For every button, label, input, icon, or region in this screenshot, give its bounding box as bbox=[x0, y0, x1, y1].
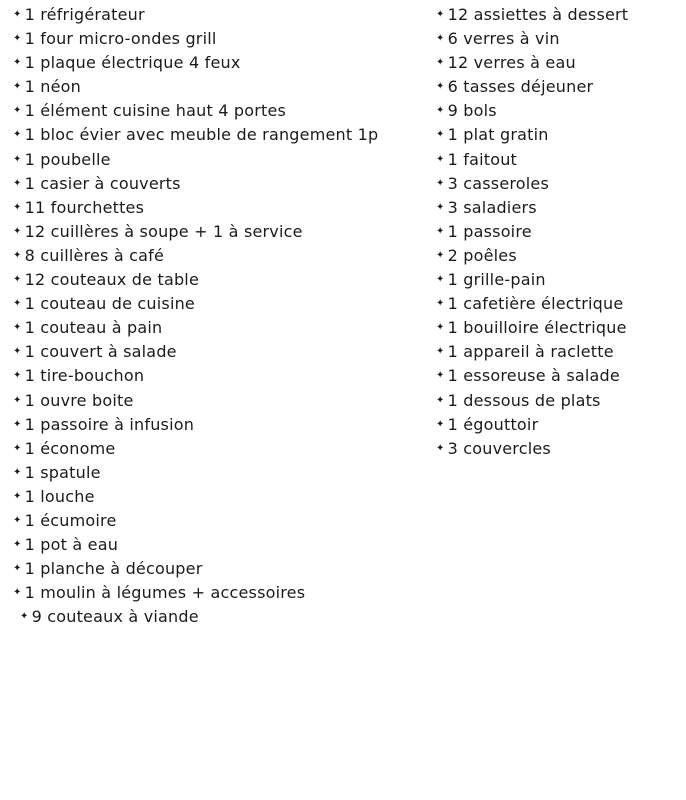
diamond-bullet-icon: ✦ bbox=[13, 249, 22, 261]
diamond-bullet-icon: ✦ bbox=[13, 225, 22, 237]
diamond-bullet-icon: ✦ bbox=[436, 346, 445, 358]
item-label: 12 couteaux de table bbox=[24, 270, 199, 290]
item-label: 6 tasses déjeuner bbox=[447, 77, 594, 97]
list-item bbox=[436, 389, 628, 413]
item-label: 1 réfrigérateur bbox=[24, 5, 145, 24]
diamond-bullet-icon: ✦ bbox=[13, 418, 22, 430]
list-item bbox=[436, 51, 628, 75]
list-item bbox=[13, 316, 378, 340]
item-label: 3 couvercles bbox=[447, 438, 551, 458]
list-item bbox=[13, 292, 378, 316]
diamond-bullet-icon: ✦ bbox=[13, 442, 22, 454]
diamond-bullet-icon: ✦ bbox=[13, 177, 22, 189]
list-item bbox=[13, 413, 378, 437]
diamond-bullet-icon: ✦ bbox=[436, 57, 445, 69]
list-item bbox=[436, 123, 628, 147]
diamond-bullet-icon: ✦ bbox=[13, 394, 22, 406]
list-item bbox=[13, 340, 378, 364]
list-item bbox=[436, 413, 628, 437]
diamond-bullet-icon: ✦ bbox=[13, 514, 22, 526]
diamond-bullet-icon: ✦ bbox=[13, 466, 22, 478]
diamond-bullet-icon: ✦ bbox=[13, 153, 22, 165]
list-item bbox=[436, 316, 628, 340]
list-item bbox=[436, 292, 628, 316]
diamond-bullet-icon: ✦ bbox=[13, 298, 22, 310]
diamond-bullet-icon: ✦ bbox=[436, 442, 445, 454]
item-label: 8 cuillères à café bbox=[24, 245, 165, 265]
list-item bbox=[13, 220, 378, 244]
item-label: 1 spatule bbox=[24, 462, 101, 482]
item-label: 9 couteaux à viande bbox=[31, 607, 199, 627]
diamond-bullet-icon: ✦ bbox=[436, 274, 445, 286]
diamond-bullet-icon: ✦ bbox=[436, 225, 445, 237]
diamond-bullet-icon: ✦ bbox=[436, 9, 445, 20]
diamond-bullet-icon: ✦ bbox=[13, 370, 22, 382]
item-label: 1 louche bbox=[24, 486, 95, 506]
list-item bbox=[13, 605, 378, 629]
list-item bbox=[13, 3, 378, 27]
diamond-bullet-icon: ✦ bbox=[436, 129, 445, 141]
item-label: 11 fourchettes bbox=[24, 197, 145, 217]
diamond-bullet-icon: ✦ bbox=[13, 33, 22, 45]
item-label: 1 néon bbox=[24, 77, 81, 97]
item-label: 1 égouttoir bbox=[447, 414, 539, 434]
item-label: 1 couvert à salade bbox=[24, 342, 177, 362]
diamond-bullet-icon: ✦ bbox=[13, 539, 22, 551]
item-label: 1 couteau de cuisine bbox=[24, 294, 195, 314]
item-label: 1 four micro-ondes grill bbox=[24, 29, 217, 49]
diamond-bullet-icon: ✦ bbox=[436, 370, 445, 382]
item-label: 1 faitout bbox=[447, 149, 518, 169]
diamond-bullet-icon: ✦ bbox=[20, 611, 29, 623]
diamond-bullet-icon: ✦ bbox=[436, 322, 445, 334]
list-item bbox=[13, 244, 378, 268]
list-item bbox=[436, 75, 628, 99]
item-label: 1 moulin à légumes + accessoires bbox=[24, 583, 306, 603]
list-item bbox=[13, 364, 378, 388]
item-label: 1 pot à eau bbox=[24, 535, 119, 555]
item-label: 1 ouvre boite bbox=[24, 390, 134, 410]
list-item bbox=[13, 196, 378, 220]
list-item bbox=[436, 364, 628, 388]
diamond-bullet-icon: ✦ bbox=[436, 105, 445, 117]
list-item bbox=[13, 51, 378, 75]
item-label: 1 casier à couverts bbox=[24, 173, 181, 193]
item-label: 6 verres à vin bbox=[447, 29, 560, 49]
diamond-bullet-icon: ✦ bbox=[436, 81, 445, 93]
diamond-bullet-icon: ✦ bbox=[13, 587, 22, 599]
diamond-bullet-icon: ✦ bbox=[13, 57, 22, 69]
item-label: 12 assiettes à dessert bbox=[447, 5, 629, 24]
list-item bbox=[436, 148, 628, 172]
item-label: 3 casseroles bbox=[447, 173, 550, 193]
diamond-bullet-icon: ✦ bbox=[13, 81, 22, 93]
item-label: 1 couteau à pain bbox=[24, 318, 163, 338]
diamond-bullet-icon: ✦ bbox=[13, 129, 22, 141]
item-label: 9 bols bbox=[447, 101, 497, 121]
item-label: 1 planche à découper bbox=[24, 559, 203, 579]
item-label: 1 bloc évier avec meuble de rangement 1p bbox=[24, 125, 379, 145]
list-item bbox=[13, 389, 378, 413]
list-item bbox=[436, 268, 628, 292]
list-item bbox=[13, 437, 378, 461]
diamond-bullet-icon: ✦ bbox=[13, 274, 22, 286]
list-item bbox=[436, 3, 628, 27]
list-item bbox=[436, 27, 628, 51]
list-item bbox=[13, 172, 378, 196]
item-label: 1 dessous de plats bbox=[447, 390, 601, 410]
list-item bbox=[436, 340, 628, 364]
diamond-bullet-icon: ✦ bbox=[436, 394, 445, 406]
diamond-bullet-icon: ✦ bbox=[13, 346, 22, 358]
item-label: 1 passoire bbox=[447, 221, 532, 241]
list-item bbox=[13, 27, 378, 51]
diamond-bullet-icon: ✦ bbox=[13, 490, 22, 502]
list-item bbox=[436, 437, 628, 461]
diamond-bullet-icon: ✦ bbox=[436, 418, 445, 430]
diamond-bullet-icon: ✦ bbox=[13, 563, 22, 575]
diamond-bullet-icon: ✦ bbox=[436, 249, 445, 261]
list-item bbox=[13, 75, 378, 99]
item-label: 1 appareil à raclette bbox=[447, 342, 614, 362]
list-item bbox=[436, 99, 628, 123]
diamond-bullet-icon: ✦ bbox=[436, 201, 445, 213]
item-label: 1 élément cuisine haut 4 portes bbox=[24, 101, 287, 121]
diamond-bullet-icon: ✦ bbox=[436, 298, 445, 310]
list-item bbox=[13, 461, 378, 485]
diamond-bullet-icon: ✦ bbox=[436, 177, 445, 189]
diamond-bullet-icon: ✦ bbox=[13, 105, 22, 117]
diamond-bullet-icon: ✦ bbox=[436, 153, 445, 165]
item-label: 1 tire-bouchon bbox=[24, 366, 145, 386]
list-item bbox=[13, 509, 378, 533]
item-label: 2 poêles bbox=[447, 245, 517, 265]
item-label: 1 économe bbox=[24, 438, 116, 458]
diamond-bullet-icon: ✦ bbox=[436, 33, 445, 45]
inventory-column-left bbox=[13, 3, 378, 629]
item-label: 1 grille-pain bbox=[447, 270, 546, 290]
item-label: 12 verres à eau bbox=[447, 53, 576, 73]
list-item bbox=[436, 244, 628, 268]
list-item bbox=[13, 557, 378, 581]
item-label: 1 écumoire bbox=[24, 510, 117, 530]
list-item bbox=[13, 148, 378, 172]
list-item bbox=[13, 99, 378, 123]
item-label: 1 essoreuse à salade bbox=[447, 366, 620, 386]
list-item bbox=[13, 533, 378, 557]
item-label: 3 saladiers bbox=[447, 197, 537, 217]
list-item bbox=[436, 196, 628, 220]
diamond-bullet-icon: ✦ bbox=[13, 9, 22, 20]
item-label: 12 cuillères à soupe + 1 à service bbox=[24, 221, 303, 241]
list-item bbox=[13, 485, 378, 509]
diamond-bullet-icon: ✦ bbox=[13, 322, 22, 334]
item-label: 1 poubelle bbox=[24, 149, 111, 169]
item-label: 1 bouilloire électrique bbox=[447, 318, 627, 338]
inventory-column-right bbox=[436, 3, 628, 461]
diamond-bullet-icon: ✦ bbox=[13, 201, 22, 213]
list-item bbox=[13, 123, 378, 147]
item-label: 1 cafetière électrique bbox=[447, 294, 624, 314]
list-item bbox=[13, 581, 378, 605]
list-item bbox=[13, 268, 378, 292]
item-label: 1 passoire à infusion bbox=[24, 414, 195, 434]
item-label: 1 plaque électrique 4 feux bbox=[24, 53, 241, 73]
item-label: 1 plat gratin bbox=[447, 125, 549, 145]
list-item bbox=[436, 220, 628, 244]
list-item bbox=[436, 172, 628, 196]
